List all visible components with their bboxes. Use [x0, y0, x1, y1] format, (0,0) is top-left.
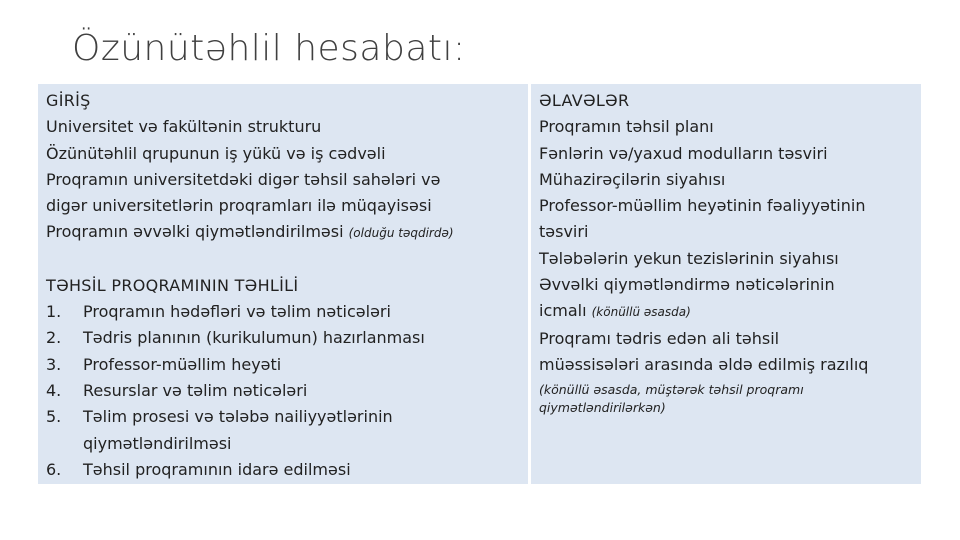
list-text: Proqramın hədəfləri və təlim nəticələri: [83, 302, 391, 322]
appendix-line: təsviri: [539, 222, 589, 242]
appendix-final-note: (könüllü əsasda, müştərək təhsil proqramı qiymətləndirilərkən): [539, 382, 804, 416]
appendix-line-note: (könüllü əsasda): [591, 305, 691, 320]
appendix-line: Əvvəlki qiymətləndirmə nəticələrinin: [539, 275, 835, 295]
list-number: 5.: [46, 407, 62, 427]
appendix-line: Fənlərin və/yaxud modulların təsviri: [539, 143, 828, 163]
list-text: Təlim prosesi və tələbə nailiyyətlərinin qiymətləndirilməsi: [83, 407, 393, 453]
appendices-heading: ƏLAVƏLƏR: [539, 91, 630, 110]
list-item: [46, 404, 520, 457]
list-item: [46, 457, 520, 483]
intro-line: Özünütəhlil qrupunun iş yükü və iş cədvəli: [46, 143, 386, 163]
list-number: 1.: [46, 302, 62, 322]
appendix-line: Proqramı tədris edən ali təhsil: [539, 328, 780, 348]
intro-panel: [38, 84, 528, 484]
intro-line: Proqramın universitetdəki digər təhsil sahələri və: [46, 169, 441, 189]
list-number: 6.: [46, 459, 62, 479]
list-number: 4.: [46, 380, 62, 400]
appendix-line: Tələbələrin yekun tezislərinin siyahısı: [539, 248, 839, 268]
list-item: [46, 299, 520, 325]
appendices-panel: [531, 84, 921, 484]
appendix-line: müəssisələri arasında əldə edilmiş razılıq: [539, 354, 869, 374]
intro-line: Universitet və fakültənin strukturu: [46, 117, 322, 137]
appendix-line: Proqramın təhsil planı: [539, 117, 714, 137]
list-item: [46, 352, 520, 378]
intro-line: [46, 219, 520, 246]
list-text: Təhsil proqramının idarə edilməsi: [83, 459, 351, 479]
intro-line-text: Proqramın əvvəlki qiymətləndirilməsi: [46, 222, 344, 242]
list-text: Professor-müəllim heyəti: [83, 354, 282, 374]
intro-heading: GİRİŞ: [46, 91, 91, 110]
appendix-line: [539, 298, 913, 325]
page-title: Özünütəhlil hesabatı:: [72, 28, 466, 69]
analysis-heading: TƏHSİL PROQRAMININ TƏHLİLİ: [46, 275, 299, 295]
list-item: [46, 378, 520, 404]
analysis-list: [46, 299, 520, 483]
list-number: 3.: [46, 354, 62, 374]
appendix-line-text: icmalı: [539, 301, 587, 321]
intro-line-note: (olduğu təqdirdə): [348, 226, 454, 241]
intro-line: digər universitetlərin proqramları ilə müqayisəsi: [46, 196, 432, 216]
list-text: Resurslar və təlim nəticələri: [83, 380, 308, 400]
appendix-line: Professor-müəllim heyətinin fəaliyyətinin: [539, 196, 866, 216]
list-item: [46, 325, 520, 351]
appendix-line: Mühazirəçilərin siyahısı: [539, 169, 726, 189]
list-number: 2.: [46, 328, 62, 348]
list-text: Tədris planının (kurikulumun) hazırlanması: [83, 328, 425, 348]
